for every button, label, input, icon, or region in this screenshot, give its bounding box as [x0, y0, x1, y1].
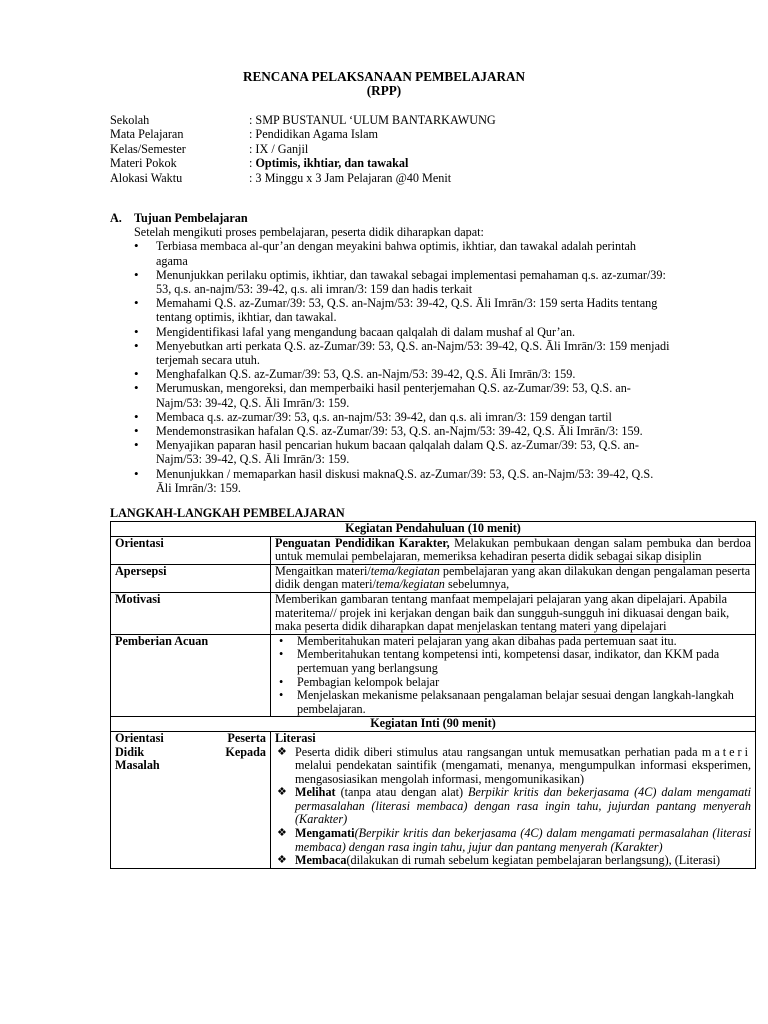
table-row [111, 592, 756, 634]
literasi-item [275, 827, 751, 854]
objective-item: • Menyajikan paparan hasil pencarian hukum bacaan qalqalah dalam Q.S. az-Zumar/39: 53, Q.S. an-Najm/53: 39-42, Q.S. Āli Imrān/3: 159. [134, 438, 670, 466]
list-item: • Pembagian kelompok belajar [275, 676, 751, 690]
core-section-header: Kegiatan Inti (90 menit) [111, 717, 756, 732]
objectives-intro: Setelah mengikuti proses pembelajaran, peserta didik diharapkan dapat: [134, 225, 484, 240]
lit3-italic: (Berpikir kritis dan bekerjasama (4C) dalam mengamati permasalahan (literasi membaca) dengan rasa ingin tahu, jujur dan pantang menyerah (Karakter) [295, 826, 751, 854]
lit2-plain: (tanpa atau dengan alat) [335, 785, 469, 800]
table-row [111, 564, 756, 592]
diamond-bullet-icon: ❖ [277, 745, 287, 758]
time-label: Alokasi Waktu [110, 170, 183, 185]
core-label-word: Peserta [227, 730, 266, 745]
core-label-word: Didik [115, 744, 145, 759]
objective-item: • Menghafalkan Q.S. az-Zumar/39: 53, Q.S. an-Najm/53: 39-42, Q.S. Āli Imrān/3: 159. [134, 367, 670, 381]
objective-item: • Menunjukkan / memaparkan hasil diskusi maknaQ.S. az-Zumar/39: 53, Q.S. an-Najm/53: 39-42, Q.S. Āli Imrān/3: 159. [134, 467, 670, 495]
table-row [111, 731, 756, 868]
objectives-list [110, 239, 670, 495]
class-value: : IX / Ganjil [249, 141, 309, 156]
lit1-text-b: melalui pendekatan saintifik (mengamati, menanya, mengumpulkan informasi eksperimen, mengasosiasikan mengolah informasi, mengomunikasikan) [295, 758, 751, 786]
orientation-bold: Penguatan Pendidikan Karakter, [275, 535, 450, 550]
list-item: • Memberitahukan tentang kompetensi inti, kompetensi dasar, indikator, dan KKM pada pertemuan yang berlangsung [275, 648, 751, 675]
objectives-section [110, 211, 670, 495]
objective-item: • Menyebutkan arti perkata Q.S. az-Zumar/39: 53, Q.S. an-Najm/53: 39-42, Q.S. Āli Imrān/3: 159 menjadi terjemah secara utuh. [134, 339, 670, 367]
core-orientation-label [111, 731, 271, 868]
objectives-heading-text: Tujuan Pembelajaran [134, 211, 248, 225]
orientation-text: Melakukan pembukaan dengan salam pembuka dan berdoa untuk memulai pembelajaran, memeriksa kehadiran peserta didik sebagai sikap disiplin [275, 535, 751, 564]
objective-item: • Memahami Q.S. az-Zumar/39: 53, Q.S. an-Najm/53: 39-42, Q.S. Āli Imrān/3: 159 serta Hadits tentang tentang optimis, ikhtiar, dan tawakal. [134, 296, 670, 324]
identity-row-school [110, 113, 496, 127]
objectives-heading [110, 211, 670, 225]
identity-row-class [110, 142, 496, 156]
objectives-number: A. [110, 211, 122, 225]
list-item: • Menjelaskan mekanisme pelaksanaan pengalaman belajar sesuai dengan langkah-langkah pembelajaran. [275, 689, 751, 716]
apersepsi-text-b: tema/kegiatan [370, 563, 440, 578]
subject-value: : Pendidikan Agama Islam [249, 127, 378, 142]
literasi-heading: Literasi [275, 730, 316, 745]
acuan-list [275, 635, 751, 717]
orientation-label: Orientasi [111, 536, 271, 564]
identity-row-topic [110, 156, 496, 170]
lit2-italic: Berpikir kritis dan bekerjasama (4C) dalam mengamati permasalahan (literasi membaca) dengan rasa ingin tahu, jujurdan pantang menyerah (Karakter) [295, 785, 751, 827]
motivasi-label: Motivasi [111, 592, 271, 634]
table-row [111, 634, 756, 717]
lit3-bold: Mengamati [295, 826, 355, 841]
identity-row-subject [110, 127, 496, 141]
diamond-bullet-icon: ❖ [277, 786, 287, 799]
identity-row-time [110, 171, 496, 185]
topic-label: Materi Pokok [110, 156, 177, 171]
school-label: Sekolah [110, 113, 150, 127]
steps-table [110, 521, 756, 869]
apersepsi-text-a: Mengaitkan materi/ [275, 563, 371, 578]
core-label-word: Kepada [225, 744, 266, 759]
lit4-plain: (dilakukan di rumah sebelum kegiatan pembelajaran berlangsung), (Literasi) [346, 853, 721, 868]
document-title: RENCANA PELAKSANAAN PEMBELAJARAN [242, 69, 526, 84]
objective-item: • Mengidentifikasi lafal yang mengandung bacaan qalqalah di dalam mushaf al Qur’an. [134, 325, 670, 339]
table-row [111, 717, 756, 732]
lit4-bold: Membaca [295, 853, 347, 868]
identity-block [110, 113, 496, 185]
objective-item: • Membaca q.s. az-zumar/39: 53, q.s. an-najm/53: 39-42, dan q.s. ali imran/3: 159 dengan tartil [134, 410, 670, 424]
apersepsi-text-c: pembelajaran yang akan dilakukan dengan pengalaman peserta didik dengan materi/ [275, 563, 751, 592]
time-value: : 3 Minggu x 3 Jam Pelajaran @40 Menit [249, 170, 452, 185]
topic-value: Optimis, ikhtiar, dan tawakal [255, 156, 409, 171]
steps-heading: LANGKAH-LANGKAH PEMBELAJARAN [110, 506, 345, 520]
subject-label: Mata Pelajaran [110, 127, 184, 142]
objective-item: • Merumuskan, mengoreksi, dan memperbaiki hasil penterjemahan Q.S. az-Zumar/39: 53, Q.S. an-Najm/53: 39-42, Q.S. Āli Imrān/3: 159. [134, 381, 670, 409]
literasi-item [275, 786, 751, 827]
objective-item: • Menunjukkan perilaku optimis, ikhtiar, dan tawakal sebagai implementasi pemahaman q.s. az-zumar/39: 53, q.s. an-najm/53: 39-42, q.s. ali imran/3: 159 dan hadis terkait [134, 268, 670, 296]
lit1-spaced: materi [701, 744, 751, 759]
literasi-item [275, 854, 751, 868]
orientation-cell [271, 536, 756, 564]
intro-section-header: Kegiatan Pendahuluan (10 menit) [111, 522, 756, 537]
lit1-text-a: Peserta didik diberi stimulus atau rangsangan untuk memusatkan perhatian pada [295, 744, 702, 759]
core-label-line-2 [115, 746, 266, 760]
class-label: Kelas/Semester [110, 141, 186, 156]
table-row [111, 522, 756, 537]
topic-colon: : [249, 156, 256, 171]
diamond-bullet-icon: ❖ [277, 827, 287, 840]
diamond-bullet-icon: ❖ [277, 854, 287, 867]
core-label-line-1 [115, 732, 266, 746]
motivasi-text: Memberikan gambaran tentang manfaat mempelajari pelajaran yang akan dipelajari. Apabila materitema// projek ini kerjakan dengan baik dan sungguh-sungguh ini dikuasai dengan baik, maka peserta didik diharapkan dapat menjelaskan tentang materi yang dipelajari [271, 592, 756, 634]
school-value: : SMP BUSTANUL ‘ULUM BANTARKAWUNG [249, 113, 496, 127]
objective-item: • Mendemonstrasikan hafalan Q.S. az-Zumar/39: 53, Q.S. an-Najm/53: 39-42, Q.S. Āli Imrān/3: 159. [134, 424, 670, 438]
acuan-label: Pemberian Acuan [111, 634, 271, 717]
objective-item: • Terbiasa membaca al-qur’an dengan meyakini bahwa optimis, ikhtiar, dan tawakal adalah perintah agama [134, 239, 670, 267]
core-label-word: Orientasi [115, 730, 164, 745]
apersepsi-text-d: tema/kegiatan [375, 577, 445, 592]
table-row [111, 536, 756, 564]
list-item: • Memberitahukan materi pelajaran yang akan dibahas pada pertemuan saat itu. [275, 635, 751, 649]
apersepsi-text-e: sebelumnya, [444, 577, 510, 592]
core-label-line-3: Masalah [115, 758, 160, 773]
lit2-bold: Melihat [295, 785, 336, 800]
document-subtitle: (RPP) [366, 83, 402, 98]
apersepsi-cell [271, 564, 756, 592]
literasi-cell [271, 731, 756, 868]
acuan-cell [271, 634, 756, 717]
literasi-item [275, 746, 751, 787]
apersepsi-label: Apersepsi [111, 564, 271, 592]
